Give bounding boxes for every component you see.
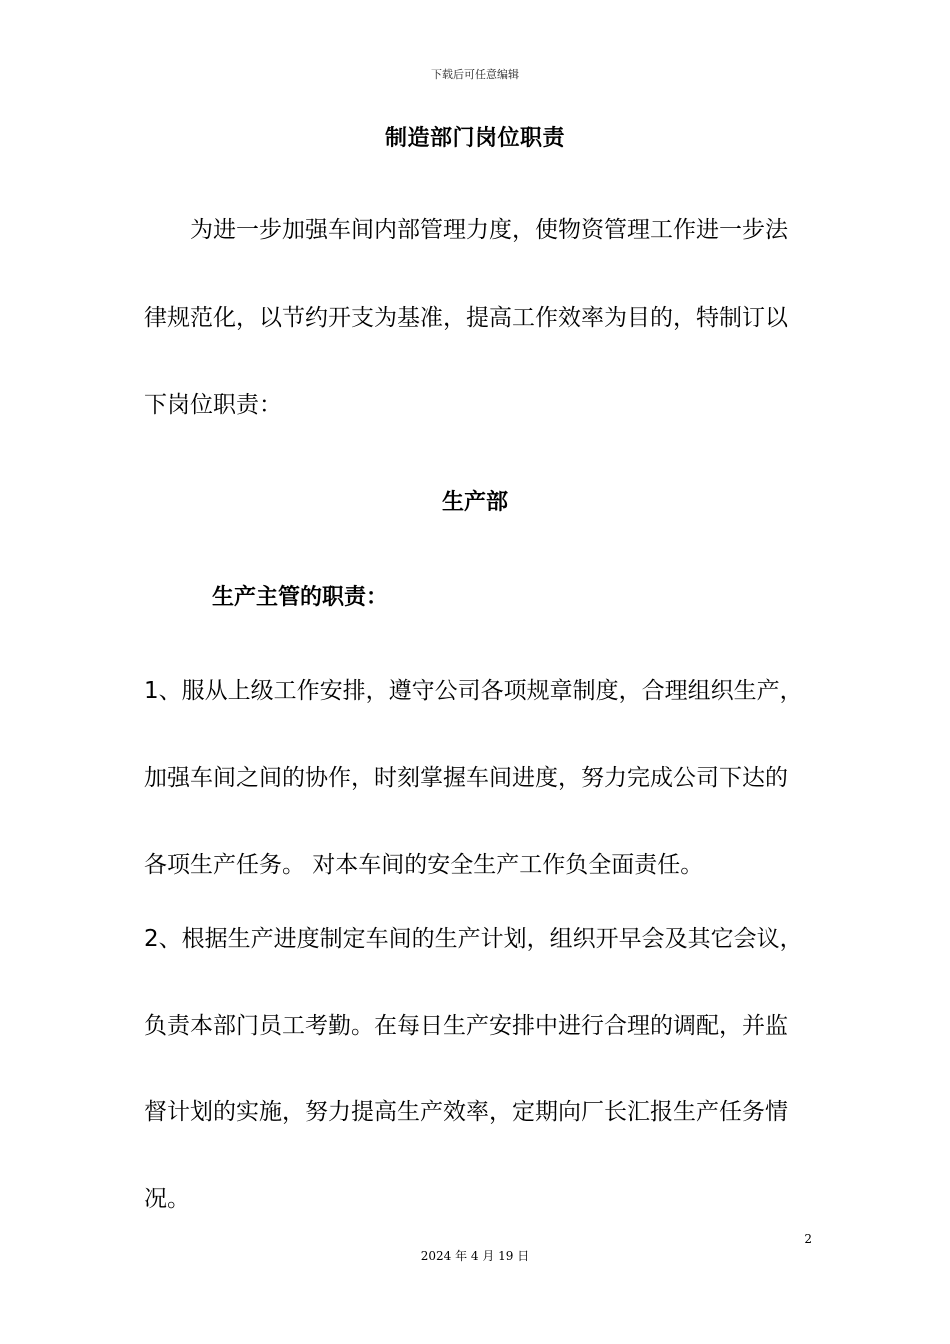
item-1-line-2: 加强车间之间的协作，时刻掌握车间进度，努力完成公司下达的 (144, 765, 788, 791)
item-2-line-1: 2、根据生产进度制定车间的生产计划，组织开早会及其它会议， (144, 926, 803, 952)
header-note: 下载后可任意编辑 (431, 68, 519, 81)
item-1-line-3: 各项生产任务。 对本车间的安全生产工作负全面责任。 (144, 852, 704, 878)
intro-line-3: 下岗位职责： (144, 392, 282, 418)
item-2-line-2: 负责本部门员工考勤。在每日生产安排中进行合理的调配，并监 (144, 1013, 788, 1039)
page-number: 2 (804, 1232, 812, 1246)
item-2-line-3: 督计划的实施，努力提高生产效率，定期向厂长汇报生产任务情 (144, 1099, 788, 1125)
section-title: 生产部 (441, 490, 508, 515)
document-title: 制造部门岗位职责 (384, 126, 565, 151)
intro-line-2: 律规范化，以节约开支为基准，提高工作效率为目的，特制订以 (144, 305, 788, 331)
item-2-line-4: 况。 (144, 1186, 190, 1212)
intro-line-1: 为进一步加强车间内部管理力度，使物资管理工作进一步法 (190, 217, 788, 243)
section-subtitle: 生产主管的职责： (212, 585, 389, 610)
footer-date: 2024 年 4 月 19 日 (420, 1249, 530, 1263)
item-1-line-1: 1、服从上级工作安排，遵守公司各项规章制度，合理组织生产， (144, 678, 803, 704)
